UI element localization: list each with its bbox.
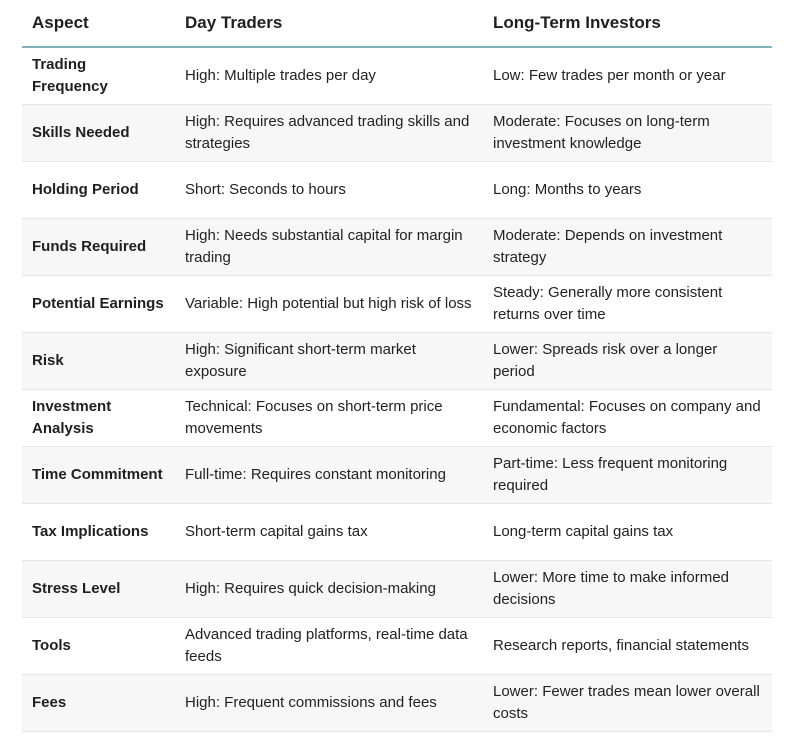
row-day-traders-cell: Short-term capital gains tax — [175, 503, 483, 560]
table-row — [22, 47, 772, 104]
header-long-term-investors: Long-Term Investors — [483, 0, 772, 47]
row-day-traders-cell: High: Significant short-term market exposure — [175, 332, 483, 389]
table-row — [22, 674, 772, 731]
row-day-traders-cell: High: Multiple trades per day — [175, 47, 483, 104]
row-aspect-cell: Tax Implications — [22, 503, 175, 560]
row-day-traders-cell: Technical: Focuses on short-term price movements — [175, 389, 483, 446]
row-aspect-cell: Time Commitment — [22, 446, 175, 503]
table-row — [22, 446, 772, 503]
row-long-term-investors-cell: Part-time: Less frequent monitoring required — [483, 446, 772, 503]
table-row — [22, 218, 772, 275]
row-day-traders-cell: Short: Seconds to hours — [175, 161, 483, 218]
table-body — [22, 47, 772, 731]
row-long-term-investors-cell: Lower: Fewer trades mean lower overall costs — [483, 674, 772, 731]
row-aspect-cell: Skills Needed — [22, 104, 175, 161]
row-aspect-cell: Funds Required — [22, 218, 175, 275]
comparison-table-container — [22, 0, 772, 732]
table-row — [22, 104, 772, 161]
row-day-traders-cell: High: Requires quick decision-making — [175, 560, 483, 617]
table-row — [22, 503, 772, 560]
row-long-term-investors-cell: Lower: More time to make informed decisions — [483, 560, 772, 617]
row-long-term-investors-cell: Lower: Spreads risk over a longer period — [483, 332, 772, 389]
header-row — [22, 0, 772, 47]
row-aspect-cell: Investment Analysis — [22, 389, 175, 446]
row-aspect-cell: Holding Period — [22, 161, 175, 218]
row-day-traders-cell: High: Requires advanced trading skills and strategies — [175, 104, 483, 161]
row-day-traders-cell: Advanced trading platforms, real-time data feeds — [175, 617, 483, 674]
row-long-term-investors-cell: Moderate: Focuses on long-term investment knowledge — [483, 104, 772, 161]
table-header — [22, 0, 772, 47]
row-aspect-cell: Potential Earnings — [22, 275, 175, 332]
table-row — [22, 275, 772, 332]
table-row — [22, 389, 772, 446]
row-aspect-cell: Trading Frequency — [22, 47, 175, 104]
row-long-term-investors-cell: Moderate: Depends on investment strategy — [483, 218, 772, 275]
row-long-term-investors-cell: Fundamental: Focuses on company and economic factors — [483, 389, 772, 446]
table-row — [22, 560, 772, 617]
row-day-traders-cell: Full-time: Requires constant monitoring — [175, 446, 483, 503]
table-row — [22, 332, 772, 389]
row-day-traders-cell: High: Needs substantial capital for margin trading — [175, 218, 483, 275]
table-row — [22, 617, 772, 674]
row-long-term-investors-cell: Low: Few trades per month or year — [483, 47, 772, 104]
row-long-term-investors-cell: Long: Months to years — [483, 161, 772, 218]
header-aspect: Aspect — [22, 0, 175, 47]
row-aspect-cell: Stress Level — [22, 560, 175, 617]
row-day-traders-cell: High: Frequent commissions and fees — [175, 674, 483, 731]
row-aspect-cell: Fees — [22, 674, 175, 731]
row-long-term-investors-cell: Steady: Generally more consistent returns over time — [483, 275, 772, 332]
row-day-traders-cell: Variable: High potential but high risk of loss — [175, 275, 483, 332]
table-row — [22, 161, 772, 218]
row-long-term-investors-cell: Long-term capital gains tax — [483, 503, 772, 560]
comparison-table — [22, 0, 772, 732]
row-aspect-cell: Tools — [22, 617, 175, 674]
row-long-term-investors-cell: Research reports, financial statements — [483, 617, 772, 674]
header-day-traders: Day Traders — [175, 0, 483, 47]
row-aspect-cell: Risk — [22, 332, 175, 389]
